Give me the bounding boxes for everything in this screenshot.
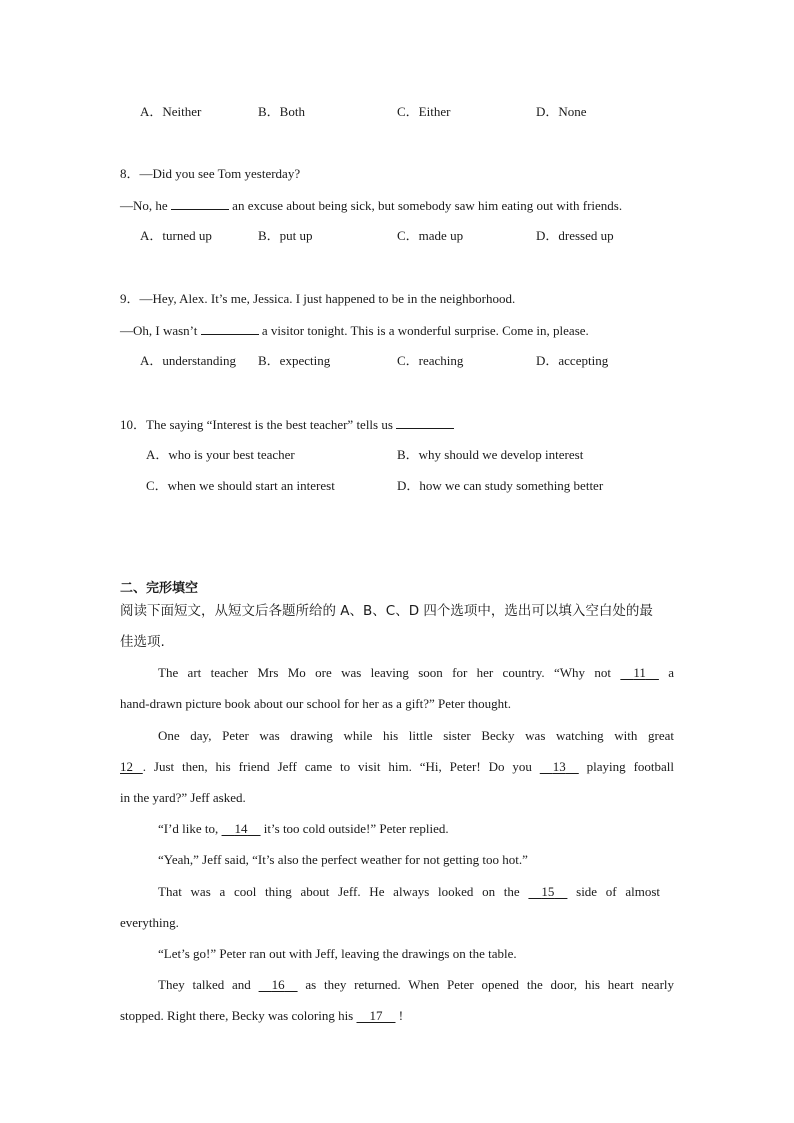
q8-option-a[interactable]: A．turned up — [140, 228, 212, 243]
cloze-paragraph-1-line2: hand-drawn picture book about our school for her as a gift?” Peter thought. — [120, 696, 511, 711]
p2-text-c: playing football — [586, 759, 674, 774]
blank-13[interactable] — [540, 759, 579, 775]
q8-answer-blank[interactable] — [171, 197, 229, 210]
p3-text-a: “I’d like to, — [158, 821, 219, 836]
p5-text-b: side of almost — [576, 884, 661, 899]
q10-option-d[interactable]: D．how we can study something better — [397, 478, 604, 493]
q8-option-b[interactable]: B．put up — [258, 228, 313, 243]
p2-text-b: . Just then, his friend Jeff came to visit him. “Hi, Peter! Do you — [142, 759, 532, 774]
p7-text-b: as they returned. When Peter opened the door, his heart nearly — [305, 977, 675, 992]
q7-option-c[interactable]: C．Either — [397, 104, 451, 119]
p5-text-a: That was a cool thing about Jeff. He always looked on the — [158, 884, 520, 899]
cloze-paragraph-1-line1 — [120, 665, 674, 681]
blank-14[interactable] — [222, 821, 261, 837]
q10-option-a[interactable]: A．who is your best teacher — [146, 447, 295, 462]
q10-option-b[interactable]: B．why should we develop interest — [397, 447, 584, 462]
cloze-paragraph-2-line3: in the yard?” Jeff asked. — [120, 790, 246, 805]
cloze-paragraph-5-line1 — [120, 884, 660, 900]
q9-line2-start: —Oh, I wasn’t — [120, 323, 198, 338]
cloze-paragraph-7-line2 — [120, 1008, 674, 1024]
blank-12-number: 12 — [120, 759, 133, 774]
cloze-paragraph-2-line2 — [120, 759, 674, 775]
p7-text-c: stopped. Right there, Becky was coloring his — [120, 1008, 354, 1023]
p1-text-b: a — [668, 665, 675, 680]
q9-option-d[interactable]: D．accepting — [536, 353, 609, 368]
p1-text-a: The art teacher Mrs Mo ore was leaving soon for her country. “Why not — [158, 665, 612, 680]
section-title: 二、完形填空 — [120, 581, 199, 596]
p3-text-b: it’s too cold outside!” Peter replied. — [263, 821, 449, 836]
blank-15[interactable] — [528, 884, 567, 900]
cloze-instructions-line2: 佳选项. — [120, 634, 165, 650]
blank-11-number: 11 — [633, 665, 646, 680]
blank-15-number: 15 — [541, 884, 555, 899]
q8-line2-end: an excuse about being sick, but somebody saw him eating out with friends. — [232, 198, 623, 213]
q9-answer-blank[interactable] — [201, 322, 259, 335]
q9-line2 — [120, 322, 589, 339]
q9-option-c[interactable]: C．reaching — [397, 353, 464, 368]
q8-line2-start: —No, he — [120, 198, 168, 213]
cloze-paragraph-3 — [120, 821, 674, 837]
p7-text-d: ! — [398, 1008, 404, 1023]
blank-14-number: 14 — [234, 821, 248, 836]
p7-text-a: They talked and — [158, 977, 251, 992]
cloze-paragraph-5-line2: everything. — [120, 915, 179, 930]
q9-line2-end: a visitor tonight. This is a wonderful surprise. Come in, please. — [261, 323, 589, 338]
blank-11[interactable] — [620, 665, 659, 681]
cloze-paragraph-2-line1: One day, Peter was drawing while his little sister Becky was watching with great — [158, 728, 674, 743]
q7-option-d[interactable]: D．None — [536, 104, 587, 119]
blank-16[interactable] — [259, 977, 298, 993]
q10-option-c[interactable]: C．when we should start an interest — [146, 478, 335, 493]
blank-17-number: 17 — [369, 1008, 383, 1023]
cloze-paragraph-6: “Let’s go!” Peter ran out with Jeff, leaving the drawings on the table. — [158, 946, 517, 961]
blank-13-number: 13 — [552, 759, 566, 774]
cloze-paragraph-4: “Yeah,” Jeff said, “It’s also the perfect weather for not getting too hot.” — [158, 852, 528, 867]
q7-option-b[interactable]: B．Both — [258, 104, 305, 119]
q9-prompt: 9．—Hey, Alex. It’s me, Jessica. I just happened to be in the neighborhood. — [120, 291, 516, 306]
blank-12[interactable] — [120, 759, 143, 775]
q8-option-d[interactable]: D．dressed up — [536, 228, 614, 243]
q10-answer-blank[interactable] — [396, 416, 454, 429]
q10-prompt-text: 10．The saying “Interest is the best teacher” tells us — [120, 417, 393, 432]
blank-16-number: 16 — [271, 977, 285, 992]
q7-option-a[interactable]: A．Neither — [140, 104, 202, 119]
q10-prompt — [120, 416, 454, 433]
q9-option-b[interactable]: B．expecting — [258, 353, 331, 368]
q8-option-c[interactable]: C．made up — [397, 228, 464, 243]
blank-17[interactable] — [357, 1008, 396, 1024]
q9-option-a[interactable]: A．understanding — [140, 353, 237, 368]
q8-line2 — [120, 197, 622, 214]
q8-prompt: 8．—Did you see Tom yesterday? — [120, 166, 301, 181]
cloze-instructions-line1: 阅读下面短文，从短文后各题所给的 A、B、C、D 四个选项中，选出可以填入空白处的最 — [120, 603, 653, 619]
cloze-paragraph-7-line1 — [120, 977, 674, 993]
